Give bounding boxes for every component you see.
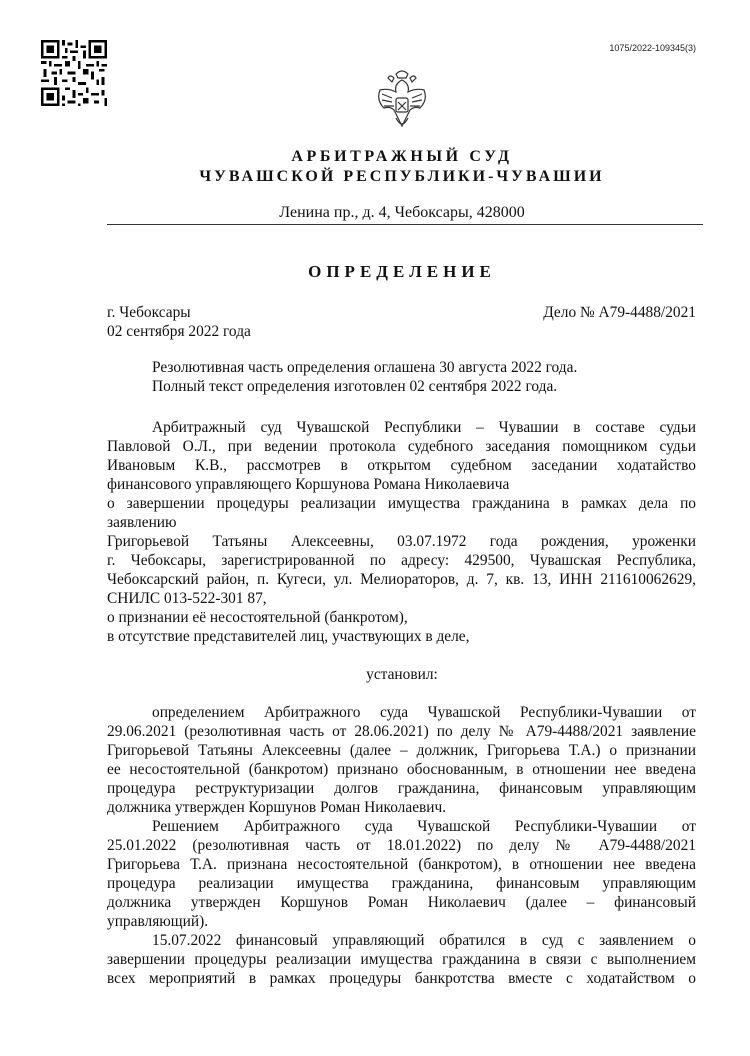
body-line: управляющий). [107,913,209,930]
court-address: Ленина пр., д. 4, Чебоксары, 428000 [279,204,525,221]
court-name: АРБИТРАЖНЫЙ СУД [291,148,513,165]
document-title: ОПРЕДЕЛЕНИЕ [308,262,496,281]
intro-line: Арбитражный суд Чувашской Республики – Чувашии в составе судьи [152,419,696,436]
intro-line: о признании её несостоятельной (банкротом), [107,609,408,626]
intro-line: Павловой О.Л., при ведении протокола судебного заседания помощником судьи [107,438,696,455]
document-date: 02 сентября 2022 года [107,323,251,340]
body-line: Решением Арбитражного суда Чувашской Республики-Чувашии от [152,818,696,835]
intro-line: финансового управляющего Коршунова Романа Николаевича [107,476,510,493]
case-ref: 1075/2022-109345(3) [609,43,696,53]
established-heading: установил: [366,666,438,683]
body-line: должника утвержден Коршунов Роман Николаевич (далее – финансовый [107,894,696,911]
note-line: Полный текст определения изготовлен 02 сентября 2022 года. [152,378,558,395]
case-number: Дело № А79-4488/2021 [543,304,696,321]
body-line: Григорьевой Татьяны Алексеевны (далее – должник, Григорьева Т.А.) о признании [107,742,696,759]
note-line: Резолютивная часть определения оглашена 30 августа 2022 года. [152,359,578,376]
intro-line: в отсутствие представителей лиц, участвующих в деле, [107,628,470,645]
body-line: должника утвержден Коршунов Роман Николаевич. [107,799,447,816]
intro-line: СНИЛС 013-522-301 87, [107,590,267,607]
body-line: 15.07.2022 финансовый управляющий обратился в суд с заявлением о [152,932,696,949]
body-line: 25.01.2022 (резолютивная часть от 18.01.2022) по делу № А79-4488/2021 [107,837,696,854]
coat-of-arms-icon [370,66,434,132]
body-line: процедура реализации имущества гражданина, финансовым управляющим [107,875,696,892]
intro-line: Григорьевой Татьяны Алексеевны, 03.07.1972 года рождения, уроженки [107,533,696,550]
body-line: Григорьева Т.А. признана несостоятельной (банкротом), в отношении нее введена [107,856,696,873]
body-line: 29.06.2021 (резолютивная часть от 28.06.2021) по делу № А79-4488/2021 заявление [107,723,696,740]
header-divider [107,224,703,225]
intro-line: заявлению [107,514,177,531]
body-line: ее несостоятельной (банкротом) признано обоснованным, в отношении нее введена [107,761,696,778]
intro-line: о завершении процедуры реализации имущества гражданина в рамках дела по [107,495,696,512]
court-region: ЧУВАШСКОЙ РЕСПУБЛИКИ-ЧУВАШИИ [199,168,605,185]
city: г. Чебоксары [107,304,191,321]
body-line: всех мероприятий в рамках процедуры банкротства вместе с ходатайством о [107,970,696,987]
intro-line: Ивановым К.В., рассмотрев в открытом судебном заседании ходатайство [107,457,696,474]
body-line: определением Арбитражного суда Чувашской Республики-Чувашии от [152,704,696,721]
qr-code-icon [41,40,107,106]
intro-line: Чебоксарский район, п. Кугеси, ул. Мелиораторов, д. 7, кв. 13, ИНН 211610062629, [107,571,696,588]
intro-line: г. Чебоксары, зарегистрированной по адресу: 429500, Чувашская Республика, [107,552,696,569]
body-line: процедура реструктуризации долгов гражданина, финансовым управляющим [107,780,696,797]
body-line: завершении процедуры реализации имущества гражданина в связи с выполнением [107,951,696,968]
